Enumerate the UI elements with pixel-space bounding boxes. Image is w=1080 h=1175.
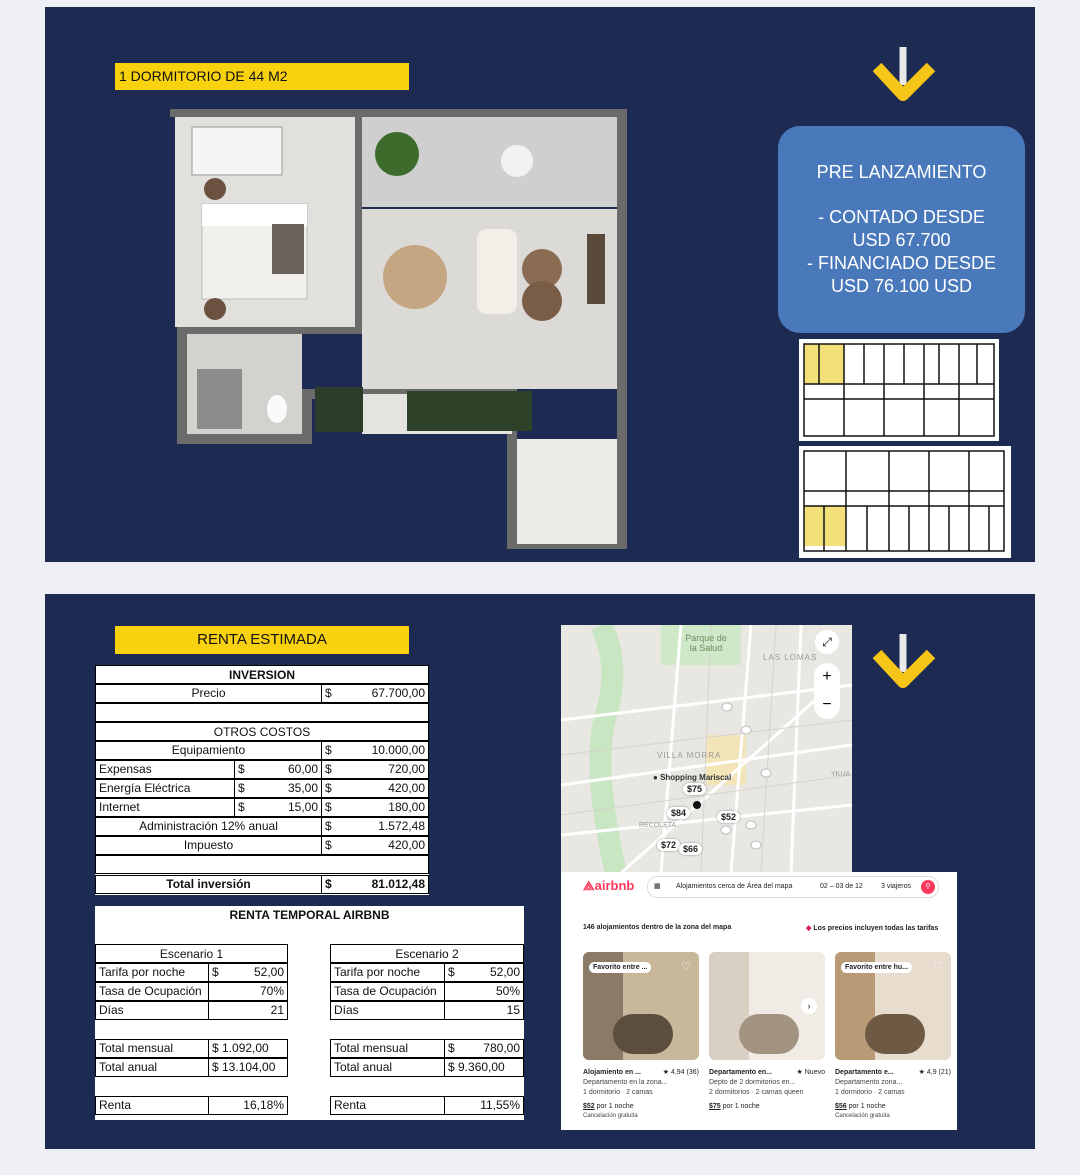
- heart-icon[interactable]: ♡: [807, 961, 817, 973]
- table-row: [330, 1001, 524, 1020]
- cancel-note: Cancelación gratuita: [583, 1113, 638, 1119]
- price-amount: $52: [583, 1103, 595, 1110]
- unit-title: 1 DORMITORIO DE 44 M2: [115, 63, 409, 90]
- cash-price: USD 67.700: [852, 230, 951, 250]
- annual-total-label: Total anual: [99, 1060, 158, 1074]
- map-streets: [561, 625, 852, 873]
- listing-beds: 1 dormitorio · 2 camas: [583, 1089, 653, 1096]
- annual-total-label: Total anual: [334, 1060, 393, 1074]
- investment-table: [95, 665, 429, 895]
- annual-total-value: $ 13.104,00: [208, 1059, 287, 1076]
- rate-label: Tarifa por noche: [99, 965, 186, 979]
- listing-title: Alojamiento en ...: [583, 1069, 641, 1076]
- zoom-in-icon[interactable]: +: [822, 668, 832, 685]
- occupancy-value: 70%: [208, 983, 287, 1000]
- table-row: [95, 1058, 288, 1077]
- scenario-2: [330, 944, 524, 1120]
- price-pin[interactable]: $84: [667, 807, 690, 819]
- scenario-1: [95, 944, 288, 1120]
- airbnb-panel: [561, 872, 957, 1130]
- rent-title: RENTA ESTIMADA: [115, 626, 409, 654]
- heart-icon[interactable]: ♡: [933, 961, 943, 973]
- annual-value: 1.572,48: [378, 819, 425, 833]
- table-row: [95, 1001, 288, 1020]
- airbnb-brand: airbnb: [594, 878, 635, 893]
- table-row: [330, 982, 524, 1001]
- table-row: [95, 1039, 288, 1058]
- cost-row: [95, 798, 429, 817]
- favorite-badge: Favorito entre ...: [589, 962, 651, 973]
- area-label: LAS LOMAS: [763, 653, 818, 662]
- currency-symbol: $: [321, 876, 346, 893]
- yield-label: Renta: [334, 1098, 367, 1112]
- prelaunch-title: PRE LANZAMIENTO: [816, 162, 987, 182]
- price-note-text: Los precios incluyen todas las tarifas: [813, 925, 939, 932]
- cost-row: [95, 779, 429, 798]
- zoom-out-icon[interactable]: −: [822, 696, 832, 713]
- price-amount: $56: [835, 1103, 847, 1110]
- table-row: [95, 1096, 288, 1115]
- search-location: Alojamientos cerca de Área del mapa: [676, 883, 793, 890]
- expand-icon[interactable]: ⤢: [815, 630, 839, 654]
- shopping-label: ● Shopping Mariscal: [653, 773, 732, 782]
- occupancy-label: Tasa de Ocupación: [334, 984, 437, 998]
- cost-row: [95, 760, 429, 779]
- listing-beds: 1 dormitorio · 2 camas: [835, 1089, 905, 1096]
- heart-icon[interactable]: ♡: [681, 961, 691, 973]
- area-label: VILLA MORRA: [657, 751, 722, 760]
- table-row: [330, 1096, 524, 1115]
- table-row: [330, 1039, 524, 1058]
- floor-plan-image: [167, 109, 627, 549]
- listing-desc: Departamento zona...: [835, 1079, 903, 1086]
- total-row: [95, 875, 429, 894]
- currency-symbol: $: [321, 780, 346, 797]
- annual-value: 720,00: [388, 762, 425, 776]
- airbnb-logo: ⟁airbnb: [583, 878, 635, 893]
- result-count: 146 alojamientos dentro de la zona del mapa: [583, 924, 732, 931]
- listing-title: Departamento e...: [835, 1069, 894, 1076]
- occupancy-value: 50%: [444, 983, 523, 1000]
- search-guests: 3 viajeros: [881, 883, 911, 890]
- empty-row: [95, 855, 429, 874]
- currency-symbol: $: [444, 964, 474, 981]
- slide-rent: [45, 594, 1035, 1149]
- currency-symbol: $: [321, 818, 346, 835]
- map-icon: ▦: [654, 883, 661, 890]
- price-amount: $75: [709, 1103, 721, 1110]
- zoom-controls: [814, 663, 840, 719]
- currency-symbol: $: [234, 799, 264, 816]
- days-label: Días: [99, 1003, 124, 1017]
- rate-value: 52,00: [253, 965, 284, 979]
- currency-symbol: $: [234, 761, 264, 778]
- annual-value: 420,00: [388, 838, 425, 852]
- listing-rating: ★ Nuevo: [796, 1069, 825, 1076]
- airbnb-rent-table: [95, 906, 524, 1120]
- price-pin[interactable]: $75: [683, 783, 706, 795]
- currency-symbol: $: [321, 685, 346, 702]
- search-icon[interactable]: ⚲: [921, 880, 935, 894]
- rate-label: Tarifa por noche: [334, 965, 421, 979]
- days-value: 15: [444, 1002, 523, 1019]
- cancel-note: Cancelación gratuita: [835, 1113, 890, 1119]
- yield-value: 11,55%: [444, 1097, 523, 1114]
- cost-row: [95, 836, 429, 855]
- currency-symbol: $: [321, 837, 346, 854]
- monthly-value: 60,00: [287, 762, 318, 776]
- monthly-total-value: 780,00: [483, 1041, 520, 1055]
- currency-symbol: $: [321, 799, 346, 816]
- financed-price: USD 76.100 USD: [830, 276, 973, 296]
- prelaunch-box: [778, 126, 1025, 333]
- next-arrow-icon[interactable]: ›: [801, 998, 817, 1014]
- other-costs-header: OTROS COSTOS: [95, 722, 429, 741]
- annual-value: 420,00: [388, 781, 425, 795]
- days-label: Días: [334, 1003, 359, 1017]
- monthly-value: 35,00: [287, 781, 318, 795]
- listing-price: [583, 1102, 634, 1111]
- area-label: RECOLETA: [639, 822, 677, 829]
- currency-symbol: $: [444, 1040, 474, 1057]
- cost-label: Administración 12% anual: [139, 819, 278, 833]
- monthly-total-value: $ 1.092,00: [208, 1040, 287, 1057]
- annual-value: 180,00: [388, 800, 425, 814]
- brand-logo: [873, 632, 937, 698]
- shopping-name: Shopping Mariscal: [660, 773, 732, 782]
- area-label: YKUA: [831, 771, 851, 778]
- table-row: [95, 684, 429, 703]
- price-period: por 1 noche: [848, 1103, 886, 1110]
- total-value: 81.012,48: [371, 877, 425, 891]
- favorite-badge: Favorito entre hu...: [841, 962, 912, 973]
- currency-symbol: $: [321, 742, 346, 759]
- financed-label: - FINANCIADO DESDE: [806, 253, 997, 273]
- yield-label: Renta: [99, 1098, 132, 1112]
- cost-row: [95, 741, 429, 760]
- price-label: Precio: [191, 686, 226, 700]
- price-pin[interactable]: $72: [657, 839, 680, 851]
- empty-row: [95, 703, 429, 722]
- listing-title: Departamento en...: [709, 1069, 773, 1076]
- scenario-name: Escenario 1: [95, 944, 288, 963]
- park-label: Parque de la Salud: [685, 633, 727, 653]
- currency-symbol: $: [234, 780, 264, 797]
- annual-value: 10.000,00: [371, 743, 425, 757]
- listing-desc: Depto de 2 dormitorios en...: [709, 1079, 796, 1086]
- slide-floorplan: [45, 7, 1035, 562]
- brand-logo: [873, 45, 937, 111]
- price-pin[interactable]: $52: [717, 811, 740, 823]
- cost-row: [95, 817, 429, 836]
- annual-total-value: $ 9.360,00: [444, 1059, 523, 1076]
- price-period: por 1 noche: [722, 1103, 760, 1110]
- currency-symbol: $: [208, 964, 238, 981]
- occupancy-label: Tasa de Ocupación: [99, 984, 202, 998]
- cost-label: Energía Eléctrica: [99, 781, 191, 795]
- listing-beds: 2 dormitorios · 2 camas queen: [709, 1089, 804, 1096]
- listing-rating: ★ 4,94 (36): [662, 1069, 699, 1076]
- cash-label: - CONTADO DESDE: [818, 207, 985, 227]
- table-row: [330, 1058, 524, 1077]
- building-plan-thumbnail-2: [799, 446, 1011, 558]
- cost-label: Equipamiento: [171, 743, 246, 757]
- monthly-total-label: Total mensual: [334, 1041, 409, 1055]
- listing-price: [709, 1102, 760, 1111]
- total-label: Total inversión: [166, 877, 251, 891]
- price-pin[interactable]: $66: [679, 843, 702, 855]
- monthly-value: 15,00: [287, 800, 318, 814]
- listing-price: [835, 1102, 886, 1111]
- scenario-name: Escenario 2: [330, 944, 524, 963]
- building-plan-thumbnail: [799, 339, 999, 441]
- listing-desc: Departamento en la zona...: [583, 1079, 668, 1086]
- cost-label: Impuesto: [183, 838, 234, 852]
- price-period: por 1 noche: [596, 1103, 634, 1110]
- investment-header: INVERSION: [95, 665, 429, 684]
- airbnb-table-header: RENTA TEMPORAL AIRBNB: [229, 908, 390, 922]
- search-bar[interactable]: [647, 876, 939, 898]
- cost-label: Expensas: [99, 762, 152, 776]
- rate-value: 52,00: [489, 965, 520, 979]
- currency-symbol: $: [321, 761, 346, 778]
- listing-rating: ★ 4,9 (21): [918, 1069, 951, 1076]
- days-value: 21: [208, 1002, 287, 1019]
- price-value: 67.700,00: [371, 686, 425, 700]
- table-row: [95, 963, 288, 982]
- monthly-total-label: Total mensual: [99, 1041, 174, 1055]
- tag-icon: ◆: [806, 925, 812, 932]
- cost-label: Internet: [99, 800, 140, 814]
- yield-value: 16,18%: [208, 1097, 287, 1114]
- search-dates: 02 – 03 de 12: [820, 883, 863, 890]
- price-note: [806, 924, 938, 932]
- table-row: [330, 963, 524, 982]
- table-row: [95, 982, 288, 1001]
- map-view[interactable]: [561, 625, 852, 873]
